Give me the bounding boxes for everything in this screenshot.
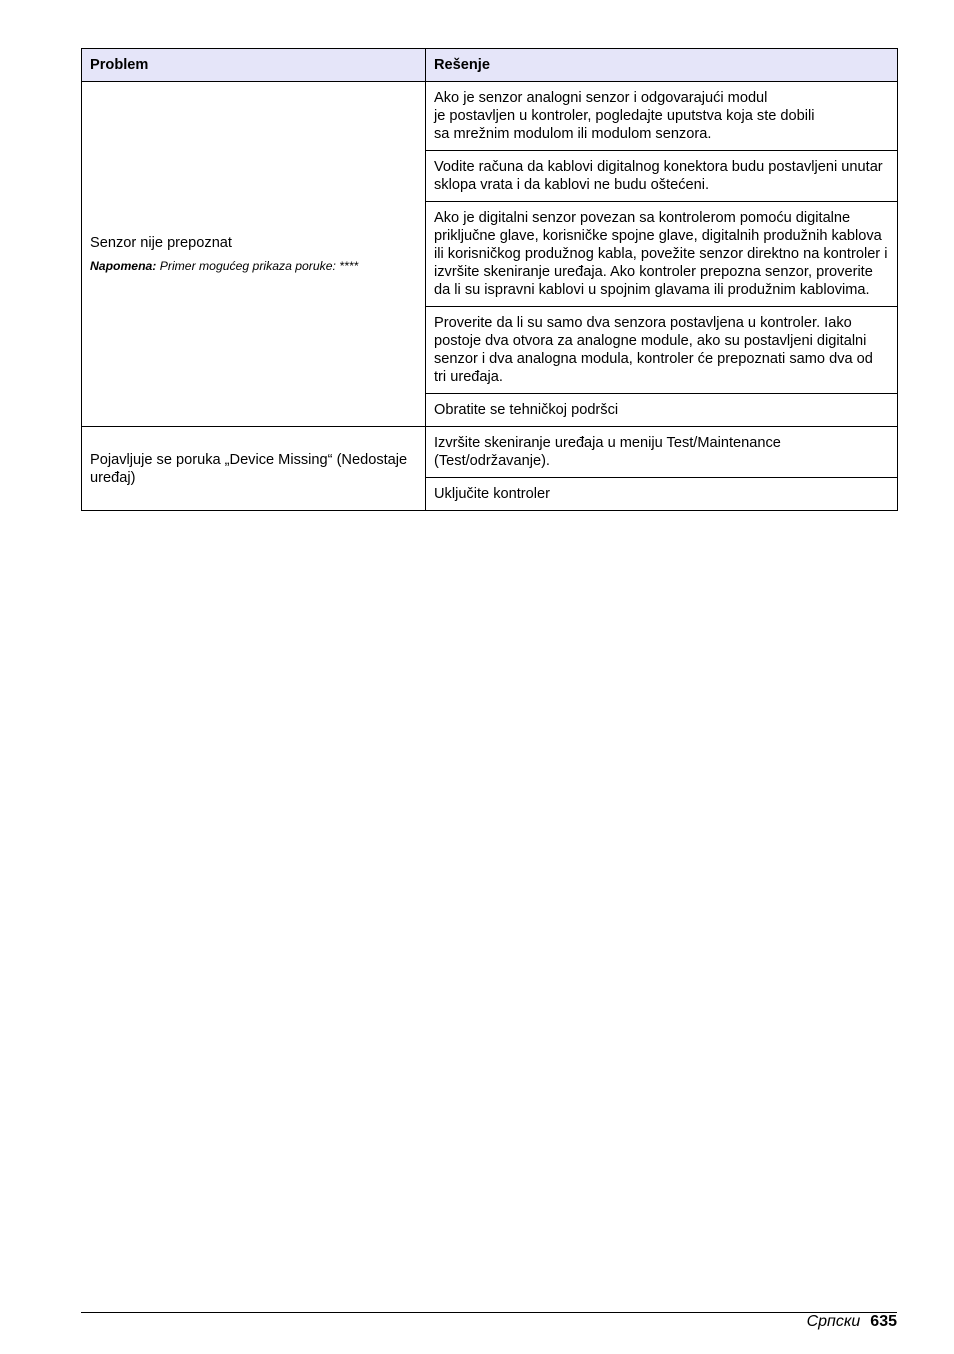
solution-cell: Ako je digitalni senzor povezan sa kontrolerom pomoću digitalne priključne glave, korisničke spojne glave, digitalnih produžnih kablova ili korisničkog produžnog kabla, povežite senzor direktno na kontroler i izvršite skeniranje uređaja. Ako kontroler prepozna senzor, proverite da li su ispravni kablovi u spojnim glavama ili produžnim kablovima. <box>426 202 898 307</box>
table-row <box>82 427 898 478</box>
page-footer <box>807 1313 897 1331</box>
problem-text: Senzor nije prepoznat <box>90 235 232 251</box>
solution-cell: Proverite da li su samo dva senzora postavljena u kontroler. Iako postoje dva otvora za analogne module, ako su postavljeni digitalni senzor i dva analogna modula, kontroler će prepoznati samo dva od tri uređaja. <box>426 307 898 394</box>
note-text: Primer mogućeg prikaza poruke: **** <box>156 259 359 273</box>
table-row <box>82 82 898 151</box>
note <box>90 258 417 274</box>
problem-text: Pojavljuje se poruka „Device Missing“ (Nedostaje uređaj) <box>90 451 408 486</box>
table-header-row <box>82 49 898 82</box>
note-label: Napomena: <box>90 259 157 273</box>
problem-cell <box>82 82 426 427</box>
solution-cell: Obratite se tehničkoj podršci <box>426 394 898 427</box>
solution-cell: Vodite računa da kablovi digitalnog konektora budu postavljeni unutar sklopa vrata i da kablovi ne budu oštećeni. <box>426 151 898 202</box>
header-solution: Rešenje <box>426 49 898 82</box>
footer-language: Српски <box>806 1313 861 1330</box>
problem-cell <box>82 427 426 511</box>
troubleshooting-table <box>81 48 898 511</box>
header-problem: Problem <box>82 49 426 82</box>
solution-cell: Uključite kontroler <box>426 478 898 511</box>
footer-rule <box>81 1312 897 1313</box>
solution-cell: Ako je senzor analogni senzor i odgovarajući modul je postavljen u kontroler, pogledajte uputstva koja ste dobili sa mrežnim modulom ili modulom senzora. <box>426 82 898 151</box>
page-number: 635 <box>870 1313 897 1330</box>
solution-cell: Izvršite skeniranje uređaja u meniju Test/Maintenance (Test/održavanje). <box>426 427 898 478</box>
